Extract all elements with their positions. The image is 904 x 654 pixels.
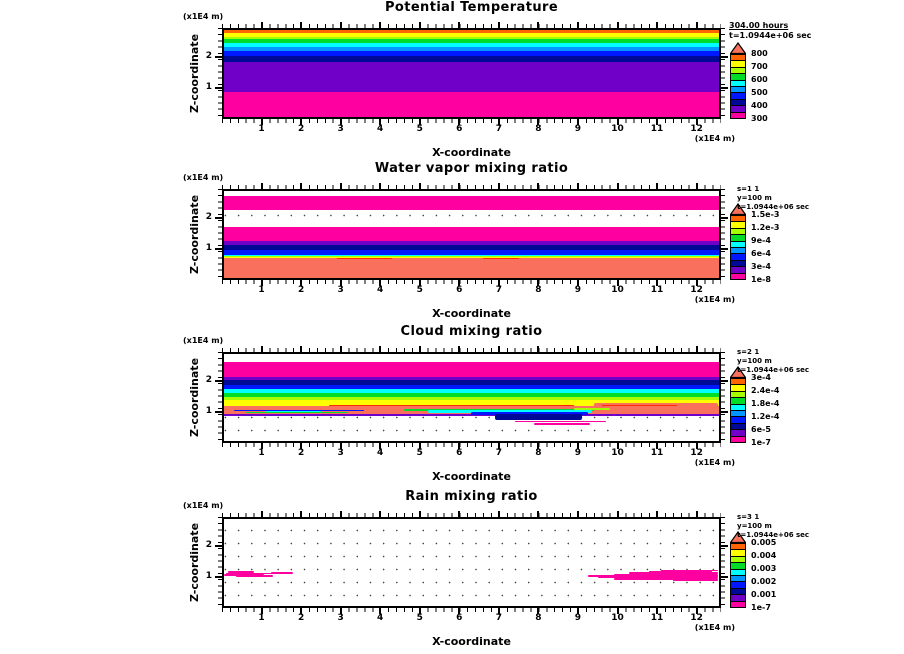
x-tick-label: 8 (535, 448, 542, 458)
x-tick-label: 7 (495, 613, 502, 623)
colorbar (730, 203, 746, 280)
panel-rain-mixing-ratio (0, 489, 904, 652)
colorbar-bands (730, 215, 746, 280)
colorbar-tick-label: 2.4e-4 (751, 386, 780, 395)
x-tick-label: 10 (611, 285, 624, 295)
z-minor-ticks-right (721, 517, 725, 608)
x-tick-label: 11 (650, 285, 664, 295)
contour-patch-magenta (271, 572, 293, 574)
colorbar-tick-label: 600 (751, 75, 768, 84)
z-major-tick (721, 248, 728, 250)
z-tick-label: 1 (205, 81, 212, 92)
colorbar-header-line: s=2 1 (737, 348, 760, 356)
colorbar-band-magenta (731, 274, 745, 279)
z-axis-label: Z-coordinate (188, 194, 201, 275)
z-major-tick (215, 411, 222, 413)
z-minor-ticks-left (218, 352, 222, 443)
x-major-tick (498, 183, 500, 189)
z-axis-unit-label: (x1E4 m) (183, 173, 224, 182)
x-axis-unit-label: (x1E4 m) (694, 458, 735, 467)
colorbar-tick-label: 0.002 (751, 577, 777, 586)
x-major-tick (577, 183, 579, 189)
x-major-tick (340, 183, 342, 189)
x-major-tick (498, 511, 500, 517)
x-minor-ticks-bottom (222, 119, 721, 123)
x-major-tick (696, 346, 698, 352)
z-major-tick (721, 576, 728, 578)
x-tick-label: 12 (690, 613, 703, 623)
x-axis-unit-label: (x1E4 m) (694, 623, 735, 632)
colorbar-tick-label: 0.004 (751, 551, 777, 560)
colorbar-tick-label: 0.005 (751, 538, 777, 547)
x-major-tick (696, 22, 698, 28)
x-tick-label: 8 (535, 124, 542, 134)
x-tick-label: 11 (650, 124, 664, 134)
x-tick-label: 4 (377, 124, 384, 134)
colorbar-bands (730, 54, 746, 119)
colorbar-tick-label: 700 (751, 62, 768, 71)
colorbar-tick-label: 0.001 (751, 590, 777, 599)
x-tick-label: 10 (611, 448, 624, 458)
x-tick-label: 5 (416, 124, 423, 134)
colorbar-header-line: s=1 1 (737, 185, 760, 193)
x-major-tick (458, 183, 460, 189)
colorbar (730, 531, 746, 608)
x-major-tick (498, 346, 500, 352)
z-major-tick (215, 217, 222, 219)
colorbar-header-line: t=1.0944e+06 sec (737, 203, 810, 211)
x-tick-label: 9 (574, 613, 582, 623)
contour-patch-magenta (515, 421, 606, 422)
contour-band-magenta (222, 227, 721, 241)
plot-area (222, 28, 721, 119)
x-major-tick (300, 346, 302, 352)
z-axis-unit-label: (x1E4 m) (183, 336, 224, 345)
colorbar-tick-label: 500 (751, 88, 768, 97)
colorbar-header-line: y=100 m (737, 522, 772, 530)
colorbar-tick-label: 6e-4 (751, 249, 771, 258)
colorbar-tick-label: 1.5e-3 (751, 210, 780, 219)
plot-title: Potential Temperature (384, 0, 559, 15)
z-axis-label: Z-coordinate (188, 357, 201, 438)
colorbar-tick-label: 400 (751, 101, 768, 110)
x-minor-ticks-top (222, 24, 721, 28)
z-tick-label: 1 (205, 242, 212, 253)
colorbar-header-line: t=1.0944e+06 sec (729, 31, 812, 40)
z-minor-ticks-right (721, 352, 725, 443)
x-major-tick (617, 22, 619, 28)
x-major-tick (419, 511, 421, 517)
z-major-tick (215, 248, 222, 250)
x-major-tick (617, 346, 619, 352)
x-tick-label: 9 (574, 124, 582, 134)
x-minor-ticks-top (222, 185, 721, 189)
colorbar-header (729, 21, 811, 41)
x-major-tick (458, 22, 460, 28)
x-major-tick (537, 183, 539, 189)
x-major-tick (379, 346, 381, 352)
x-major-tick (617, 183, 619, 189)
x-major-tick (419, 346, 421, 352)
plot-area (222, 517, 721, 608)
x-major-tick (300, 183, 302, 189)
panel-potential-temperature (0, 0, 904, 163)
contour-patch-magenta (236, 575, 274, 577)
z-major-tick (721, 87, 728, 89)
colorbar-bands (730, 378, 746, 443)
x-tick-label: 12 (690, 285, 703, 295)
colorbar-tick-label: 1e-8 (751, 275, 771, 284)
contour-band-violet (222, 62, 721, 92)
z-tick-label: 2 (205, 50, 212, 61)
x-tick-label: 7 (495, 124, 502, 134)
x-major-tick (261, 183, 263, 189)
x-major-tick (379, 183, 381, 189)
x-major-tick (656, 346, 658, 352)
z-axis-unit-label: (x1E4 m) (183, 12, 224, 21)
x-tick-label: 8 (535, 613, 542, 623)
x-major-tick (419, 22, 421, 28)
contour-band-magenta (222, 196, 721, 210)
x-minor-ticks-top (222, 348, 721, 352)
z-tick-label: 2 (205, 539, 212, 550)
contour-patch-navy (495, 414, 582, 421)
x-axis-label: X-coordinate (432, 146, 511, 159)
x-tick-label: 1 (258, 448, 265, 458)
x-major-tick (696, 183, 698, 189)
colorbar-header-line: 304.00 hours (729, 21, 789, 30)
x-tick-label: 3 (337, 613, 344, 623)
x-tick-label: 4 (377, 448, 384, 458)
colorbar-tick-label: 9e-4 (751, 236, 771, 245)
z-major-tick (721, 217, 728, 219)
x-major-tick (656, 511, 658, 517)
contour-band-magenta (222, 362, 721, 377)
x-tick-label: 2 (297, 448, 305, 458)
x-major-tick (261, 346, 263, 352)
colorbar-tick-label: 1e-7 (751, 603, 771, 612)
x-major-tick (656, 22, 658, 28)
x-major-tick (656, 183, 658, 189)
x-axis-label: X-coordinate (432, 470, 511, 483)
x-major-tick (458, 346, 460, 352)
colorbar (730, 42, 746, 119)
colorbar-tick-label: 1.2e-3 (751, 223, 780, 232)
x-tick-label: 7 (495, 285, 502, 295)
colorbar-header (737, 513, 809, 540)
x-minor-ticks-bottom (222, 443, 721, 447)
panel-water-vapor-mixing-ratio (0, 161, 904, 324)
contour-band-salmon (222, 258, 721, 280)
colorbar-header-line: y=100 m (737, 357, 772, 365)
contour-patch-magenta (673, 580, 719, 582)
x-major-tick (577, 22, 579, 28)
x-tick-label: 2 (297, 285, 305, 295)
z-tick-label: 1 (205, 405, 212, 416)
x-major-tick (537, 511, 539, 517)
x-major-tick (577, 511, 579, 517)
x-tick-label: 2 (297, 613, 305, 623)
x-minor-ticks-bottom (222, 608, 721, 612)
x-tick-label: 6 (456, 285, 463, 295)
x-tick-label: 12 (690, 448, 703, 458)
contour-patch-magenta (661, 570, 718, 572)
contour-patch-magenta (228, 571, 254, 572)
panel-cloud-mixing-ratio (0, 324, 904, 487)
x-tick-label: 11 (650, 448, 664, 458)
x-tick-label: 4 (377, 285, 384, 295)
x-major-tick (340, 22, 342, 28)
colorbar-tick-label: 300 (751, 114, 768, 123)
x-tick-label: 9 (574, 448, 582, 458)
x-tick-label: 10 (611, 613, 624, 623)
colorbar-header-line: s=3 1 (737, 513, 760, 521)
colorbar-header-line: t=1.0944e+06 sec (737, 531, 810, 539)
x-major-tick (537, 346, 539, 352)
colorbar-band-magenta (731, 437, 745, 442)
contour-band-magenta (222, 92, 721, 119)
colorbar-tick-label: 0.003 (751, 564, 777, 573)
x-tick-label: 10 (611, 124, 624, 134)
colorbar-tick-label: 1.2e-4 (751, 412, 780, 421)
z-minor-ticks-left (218, 28, 222, 119)
z-axis-label: Z-coordinate (188, 33, 201, 114)
colorbar-header-line: t=1.0944e+06 sec (737, 366, 810, 374)
x-major-tick (300, 511, 302, 517)
x-tick-label: 4 (377, 613, 384, 623)
z-major-tick (721, 545, 728, 547)
contour-patch-magenta (623, 575, 718, 577)
x-major-tick (696, 511, 698, 517)
x-tick-label: 11 (650, 613, 664, 623)
x-major-tick (300, 22, 302, 28)
x-tick-label: 9 (574, 285, 582, 295)
x-axis-unit-label: (x1E4 m) (694, 134, 735, 143)
contour-patch-magenta (534, 423, 589, 424)
z-major-tick (721, 380, 728, 382)
colorbar-header (737, 348, 809, 375)
z-tick-label: 2 (205, 374, 212, 385)
x-tick-label: 5 (416, 285, 423, 295)
x-tick-label: 3 (337, 448, 344, 458)
z-major-tick (215, 56, 222, 58)
z-major-tick (721, 56, 728, 58)
z-minor-ticks-left (218, 189, 222, 280)
x-major-tick (577, 346, 579, 352)
colorbar (730, 366, 746, 443)
x-tick-label: 3 (337, 124, 344, 134)
contour-patch-green (246, 412, 349, 413)
z-minor-ticks-right (721, 189, 725, 280)
x-tick-label: 8 (535, 285, 542, 295)
x-major-tick (537, 22, 539, 28)
x-tick-label: 6 (456, 124, 463, 134)
x-axis-label: X-coordinate (432, 307, 511, 320)
x-axis-unit-label: (x1E4 m) (694, 295, 735, 304)
colorbar-tick-label: 3e-4 (751, 373, 771, 382)
x-major-tick (379, 511, 381, 517)
x-tick-label: 1 (258, 285, 265, 295)
z-minor-ticks-right (721, 28, 725, 119)
colorbar-band-magenta (731, 602, 745, 607)
x-minor-ticks-bottom (222, 280, 721, 284)
colorbar-tick-label: 1e-7 (751, 438, 771, 447)
colorbar-tick-label: 800 (751, 49, 768, 58)
z-major-tick (215, 545, 222, 547)
x-tick-label: 5 (416, 613, 423, 623)
x-major-tick (340, 346, 342, 352)
colorbar-tick-label: 1.8e-4 (751, 399, 780, 408)
z-axis-unit-label: (x1E4 m) (183, 501, 224, 510)
plot-title: Rain mixing ratio (405, 489, 538, 504)
x-major-tick (340, 511, 342, 517)
plot-title: Cloud mixing ratio (400, 324, 543, 339)
x-major-tick (458, 511, 460, 517)
z-axis-label: Z-coordinate (188, 522, 201, 603)
contour-patch-magenta (629, 572, 718, 574)
x-major-tick (379, 22, 381, 28)
x-major-tick (498, 22, 500, 28)
x-axis-label: X-coordinate (432, 635, 511, 648)
x-major-tick (617, 511, 619, 517)
z-major-tick (721, 411, 728, 413)
plot-title: Water vapor mixing ratio (374, 161, 569, 176)
colorbar-overflow-triangle (730, 42, 746, 54)
x-tick-label: 6 (456, 613, 463, 623)
x-tick-label: 3 (337, 285, 344, 295)
colorbar-tick-label: 6e-5 (751, 425, 771, 434)
x-tick-label: 2 (297, 124, 305, 134)
x-tick-label: 6 (456, 448, 463, 458)
x-major-tick (419, 183, 421, 189)
x-tick-label: 5 (416, 448, 423, 458)
plot-area (222, 189, 721, 280)
colorbar-tick-label: 3e-4 (751, 262, 771, 271)
x-major-tick (261, 511, 263, 517)
colorbar-bands (730, 543, 746, 608)
colorbar-band-magenta (731, 113, 745, 118)
z-major-tick (215, 87, 222, 89)
z-tick-label: 2 (205, 211, 212, 222)
z-tick-label: 1 (205, 570, 212, 581)
z-major-tick (215, 576, 222, 578)
x-tick-label: 1 (258, 613, 265, 623)
x-minor-ticks-top (222, 513, 721, 517)
colorbar-header (737, 185, 809, 212)
plot-area (222, 352, 721, 443)
x-tick-label: 7 (495, 448, 502, 458)
z-minor-ticks-left (218, 517, 222, 608)
x-major-tick (261, 22, 263, 28)
x-tick-label: 1 (258, 124, 265, 134)
contour-patch-chartreuse (574, 408, 610, 410)
z-major-tick (215, 380, 222, 382)
x-tick-label: 12 (690, 124, 703, 134)
colorbar-header-line: y=100 m (737, 194, 772, 202)
